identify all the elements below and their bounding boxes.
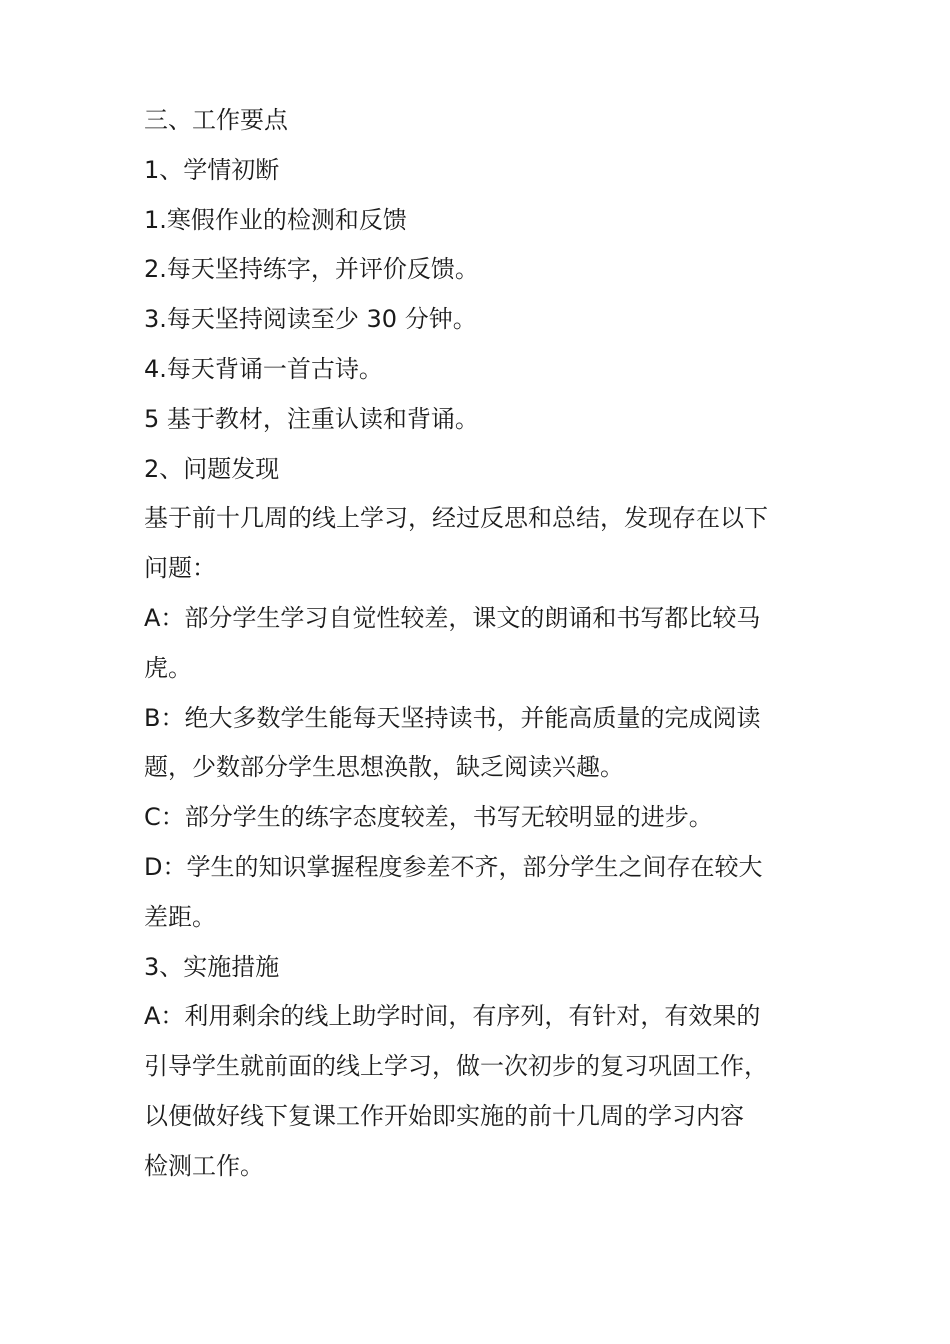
section-heading: 三、工作要点 [144,106,288,134]
subsection-heading: 2、问题发现 [144,454,280,483]
paragraph-line: 题，少数部分学生思想涣散，缺乏阅读兴趣。 [144,753,624,782]
paragraph-line: B：绝大多数学生能每天坚持读书，并能高质量的完成阅读 [144,703,761,732]
paragraph-line: D：学生的知识掌握程度参差不齐，部分学生之间存在较大 [144,852,763,881]
paragraph-line: 基于前十几周的线上学习，经过反思和总结，发现存在以下 [144,504,768,533]
paragraph-line: 问题： [144,554,216,583]
paragraph-line: 差距。 [144,902,216,931]
paragraph-line: A：部分学生学习自觉性较差，课文的朗诵和书写都比较马 [144,603,761,632]
paragraph-line: C：部分学生的练字态度较差，书写无较明显的进步。 [144,803,713,832]
paragraph-line: A：利用剩余的线上助学时间，有序列，有针对，有效果的 [144,1002,761,1031]
list-item: 1.寒假作业的检测和反馈 [144,205,407,234]
list-item: 3.每天坚持阅读至少 30 分钟。 [144,305,477,334]
list-item: 4.每天背诵一首古诗。 [144,354,383,383]
document-body [144,96,814,1192]
subsection-heading: 3、实施措施 [144,952,280,981]
paragraph-line: 检测工作。 [144,1151,264,1180]
paragraph-line: 虎。 [144,653,192,682]
paragraph-line: 引导学生就前面的线上学习，做一次初步的复习巩固工作， [144,1052,768,1081]
paragraph-line: 以便做好线下复课工作开始即实施的前十几周的学习内容 [144,1101,744,1130]
list-item: 2.每天坚持练字，并评价反馈。 [144,255,479,284]
subsection-heading: 1、学情初断 [144,155,280,184]
list-item: 5 基于教材，注重认读和背诵。 [144,404,479,433]
